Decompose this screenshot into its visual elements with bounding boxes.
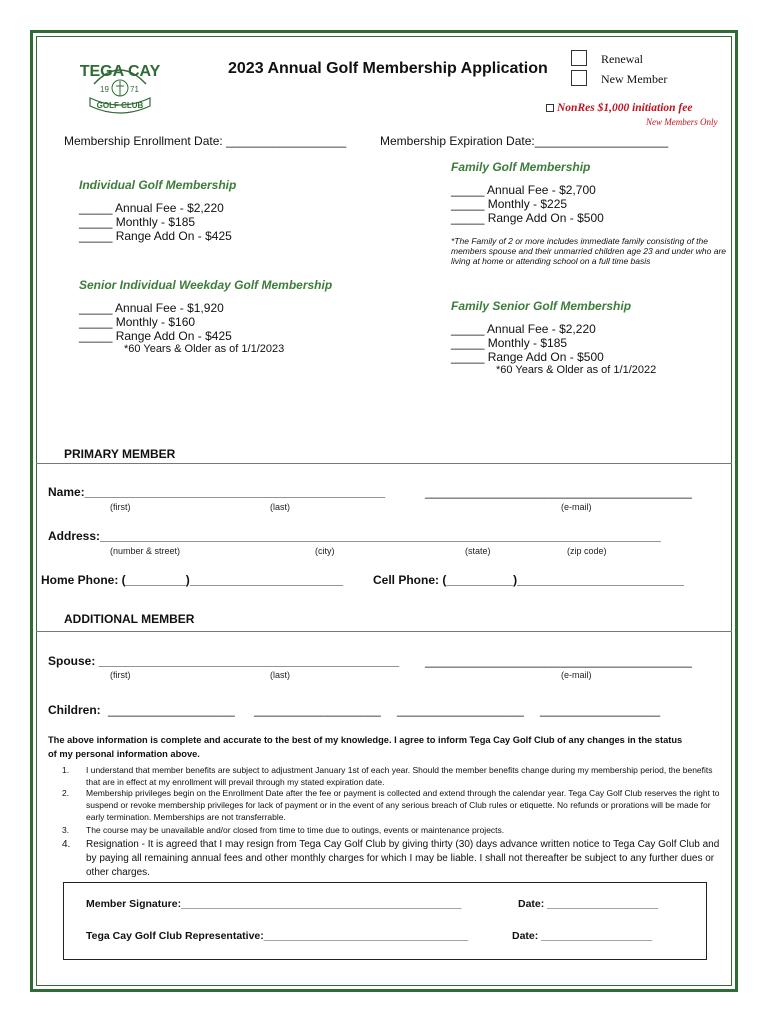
family-monthly-option[interactable]: _____ Monthly - $225 [451, 197, 568, 211]
logo-year-right: 71 [130, 85, 139, 94]
primary-first-caption: (first) [110, 502, 131, 512]
child-field-3[interactable]: ___________________ [397, 703, 524, 717]
primary-email-field[interactable]: ________________________________________ [425, 485, 692, 499]
senior-individual-range-option[interactable]: _____ Range Add On - $425 [79, 329, 232, 343]
signature-box [63, 882, 707, 960]
family-senior-note: *60 Years & Older as of 1/1/2022 [496, 364, 657, 376]
spouse-first-caption: (first) [110, 670, 131, 680]
agreement-statement-line1: The above information is complete and accurate to the best of my knowledge. I agree to inform Tega Cay Golf Club of any changes in the status [48, 735, 683, 745]
primary-name-field[interactable]: Name:_____________________________________________ [48, 485, 386, 499]
spouse-name-field[interactable]: Spouse: _____________________________________________ [48, 654, 399, 668]
family-heading: Family Golf Membership [451, 160, 591, 174]
cell-phone-field[interactable]: Cell Phone: (__________)_________________________ [373, 573, 684, 587]
family-range-option[interactable]: _____ Range Add On - $500 [451, 211, 604, 225]
individual-annual-option[interactable]: _____ Annual Fee - $2,220 [79, 201, 224, 215]
children-label: Children: [48, 703, 101, 717]
child-field-2[interactable]: ___________________ [254, 703, 381, 717]
member-signature-date-field[interactable]: Date: ___________________ [518, 898, 659, 910]
new-member-label: New Member [601, 72, 668, 86]
family-senior-annual-option[interactable]: _____ Annual Fee - $2,220 [451, 322, 596, 336]
additional-member-heading: ADDITIONAL MEMBER [64, 612, 195, 626]
renewal-checkbox[interactable] [571, 50, 587, 66]
individual-heading: Individual Golf Membership [79, 178, 237, 192]
logo-top-text: TEGA CAY [80, 63, 160, 80]
logo-bottom-text: GOLF CLUB [96, 101, 144, 110]
senior-individual-annual-option[interactable]: _____ Annual Fee - $1,920 [79, 301, 224, 315]
spouse-email-field[interactable]: ________________________________________ [425, 654, 692, 668]
family-note: *The Family of 2 or more includes immediate family consisting of the members spouse and their unmarried children age 23 and under who are living at home or attending school on a full time basis [451, 236, 726, 266]
family-senior-heading: Family Senior Golf Membership [451, 299, 632, 313]
new-member-checkbox[interactable] [571, 70, 587, 86]
individual-range-option[interactable]: _____ Range Add On - $425 [79, 229, 232, 243]
address-state-caption: (state) [465, 546, 491, 556]
representative-date-field[interactable]: Date: ___________________ [512, 930, 653, 942]
spouse-email-caption: (e-mail) [561, 670, 592, 680]
agreement-statement-line2: of my personal information above. [48, 749, 200, 759]
enrollment-date-field[interactable]: Membership Enrollment Date: __________________ [64, 134, 347, 148]
primary-divider [36, 463, 732, 464]
renewal-label: Renewal [601, 52, 643, 66]
individual-monthly-option[interactable]: _____ Monthly - $185 [79, 215, 196, 229]
spouse-last-caption: (last) [270, 670, 290, 680]
new-members-only-note: New Members Only [646, 117, 718, 127]
address-zip-caption: (zip code) [567, 546, 607, 556]
logo-year-left: 19 [100, 85, 109, 94]
expiration-date-field[interactable]: Membership Expiration Date:____________________ [380, 134, 669, 148]
additional-divider [36, 631, 732, 632]
child-field-4[interactable]: __________________ [540, 703, 661, 717]
family-annual-option[interactable]: _____ Annual Fee - $2,700 [451, 183, 596, 197]
member-signature-field[interactable]: Member Signature:________________________________________________ [86, 898, 462, 910]
tega-cay-logo [80, 56, 160, 120]
page-title: 2023 Annual Golf Membership Application [228, 60, 548, 77]
nonres-checkbox[interactable] [546, 104, 554, 112]
primary-last-caption: (last) [270, 502, 290, 512]
senior-individual-monthly-option[interactable]: _____ Monthly - $160 [79, 315, 196, 329]
child-field-1[interactable]: ___________________ [108, 703, 235, 717]
primary-member-heading: PRIMARY MEMBER [64, 447, 176, 461]
senior-individual-heading: Senior Individual Weekday Golf Membership [79, 278, 333, 292]
family-senior-range-option[interactable]: _____ Range Add On - $500 [451, 350, 604, 364]
primary-email-caption: (e-mail) [561, 502, 592, 512]
nonres-fee-label: NonRes $1,000 initiation fee [557, 102, 693, 114]
family-senior-monthly-option[interactable]: _____ Monthly - $185 [451, 336, 568, 350]
primary-address-field[interactable]: Address:____________________________________________________________________________________ [48, 529, 661, 543]
representative-signature-field[interactable]: Tega Cay Golf Club Representative:___________________________________ [86, 930, 469, 942]
home-phone-field[interactable]: Home Phone: (_________)_______________________ [41, 573, 344, 587]
address-street-caption: (number & street) [110, 546, 181, 556]
address-city-caption: (city) [315, 546, 335, 556]
senior-individual-note: *60 Years & Older as of 1/1/2023 [124, 343, 285, 355]
